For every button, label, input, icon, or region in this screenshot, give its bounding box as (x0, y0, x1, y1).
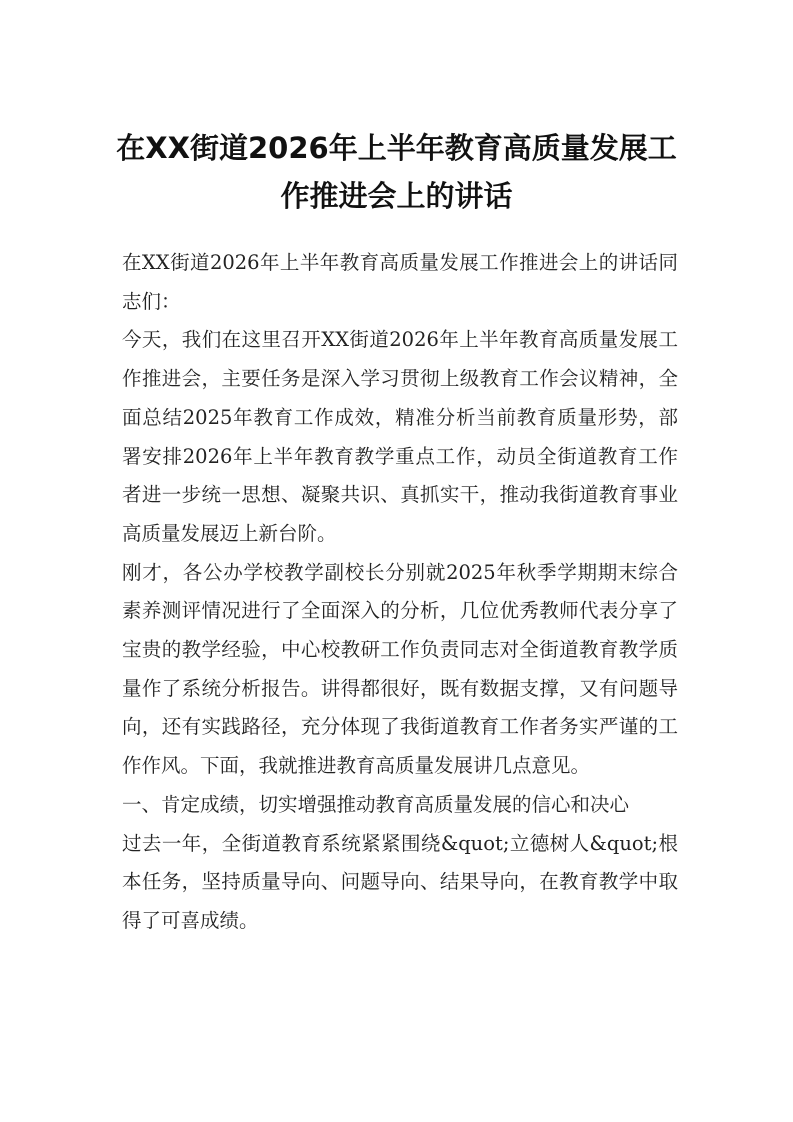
paragraph-achievements: 过去一年，全街道教育系统紧紧围绕&quot;立德树人&quot;根本任务，坚持质量导向、问题导向、结果导向，在教育教学中取得了可喜成绩。 (122, 831, 678, 932)
document-title: 在XX街道2026年上半年教育高质量发展工作推进会上的讲话 (116, 131, 677, 213)
paragraph-introduction: 今天，我们在这里召开XX街道2026年上半年教育高质量发展工作推进会，主要任务是深入学习贯彻上级教育工作会议精神，全面总结2025年教育工作成效，精准分析当前教育质量形势，部署安排2026年上半年教育教学重点工作，动员全街道教育工作者进一步统一思想、凝聚共识、真抓实干，推动我街道教育事业高质量发展迈上新台阶。 (122, 328, 678, 545)
paragraph-review: 刚才，各公办学校教学副校长分别就2025年秋季学期期末综合素养测评情况进行了全面深入的分析，几位优秀教师代表分享了宝贵的教学经验，中心校教研工作负责同志对全街道教育教学质量作了系统分析报告。讲得都很好，既有数据支撑，又有问题导向，还有实践路径，充分体现了我街道教育工作者务实严谨的工作作风。下面，我就推进教育高质量发展讲几点意见。 (122, 560, 678, 778)
section-heading-1: 一、肯定成绩，切实增强推动教育高质量发展的信心和决心 (122, 792, 630, 816)
paragraph-opening: 在XX街道2026年上半年教育高质量发展工作推进会上的讲话同志们： (122, 251, 678, 313)
document-body (122, 244, 678, 941)
